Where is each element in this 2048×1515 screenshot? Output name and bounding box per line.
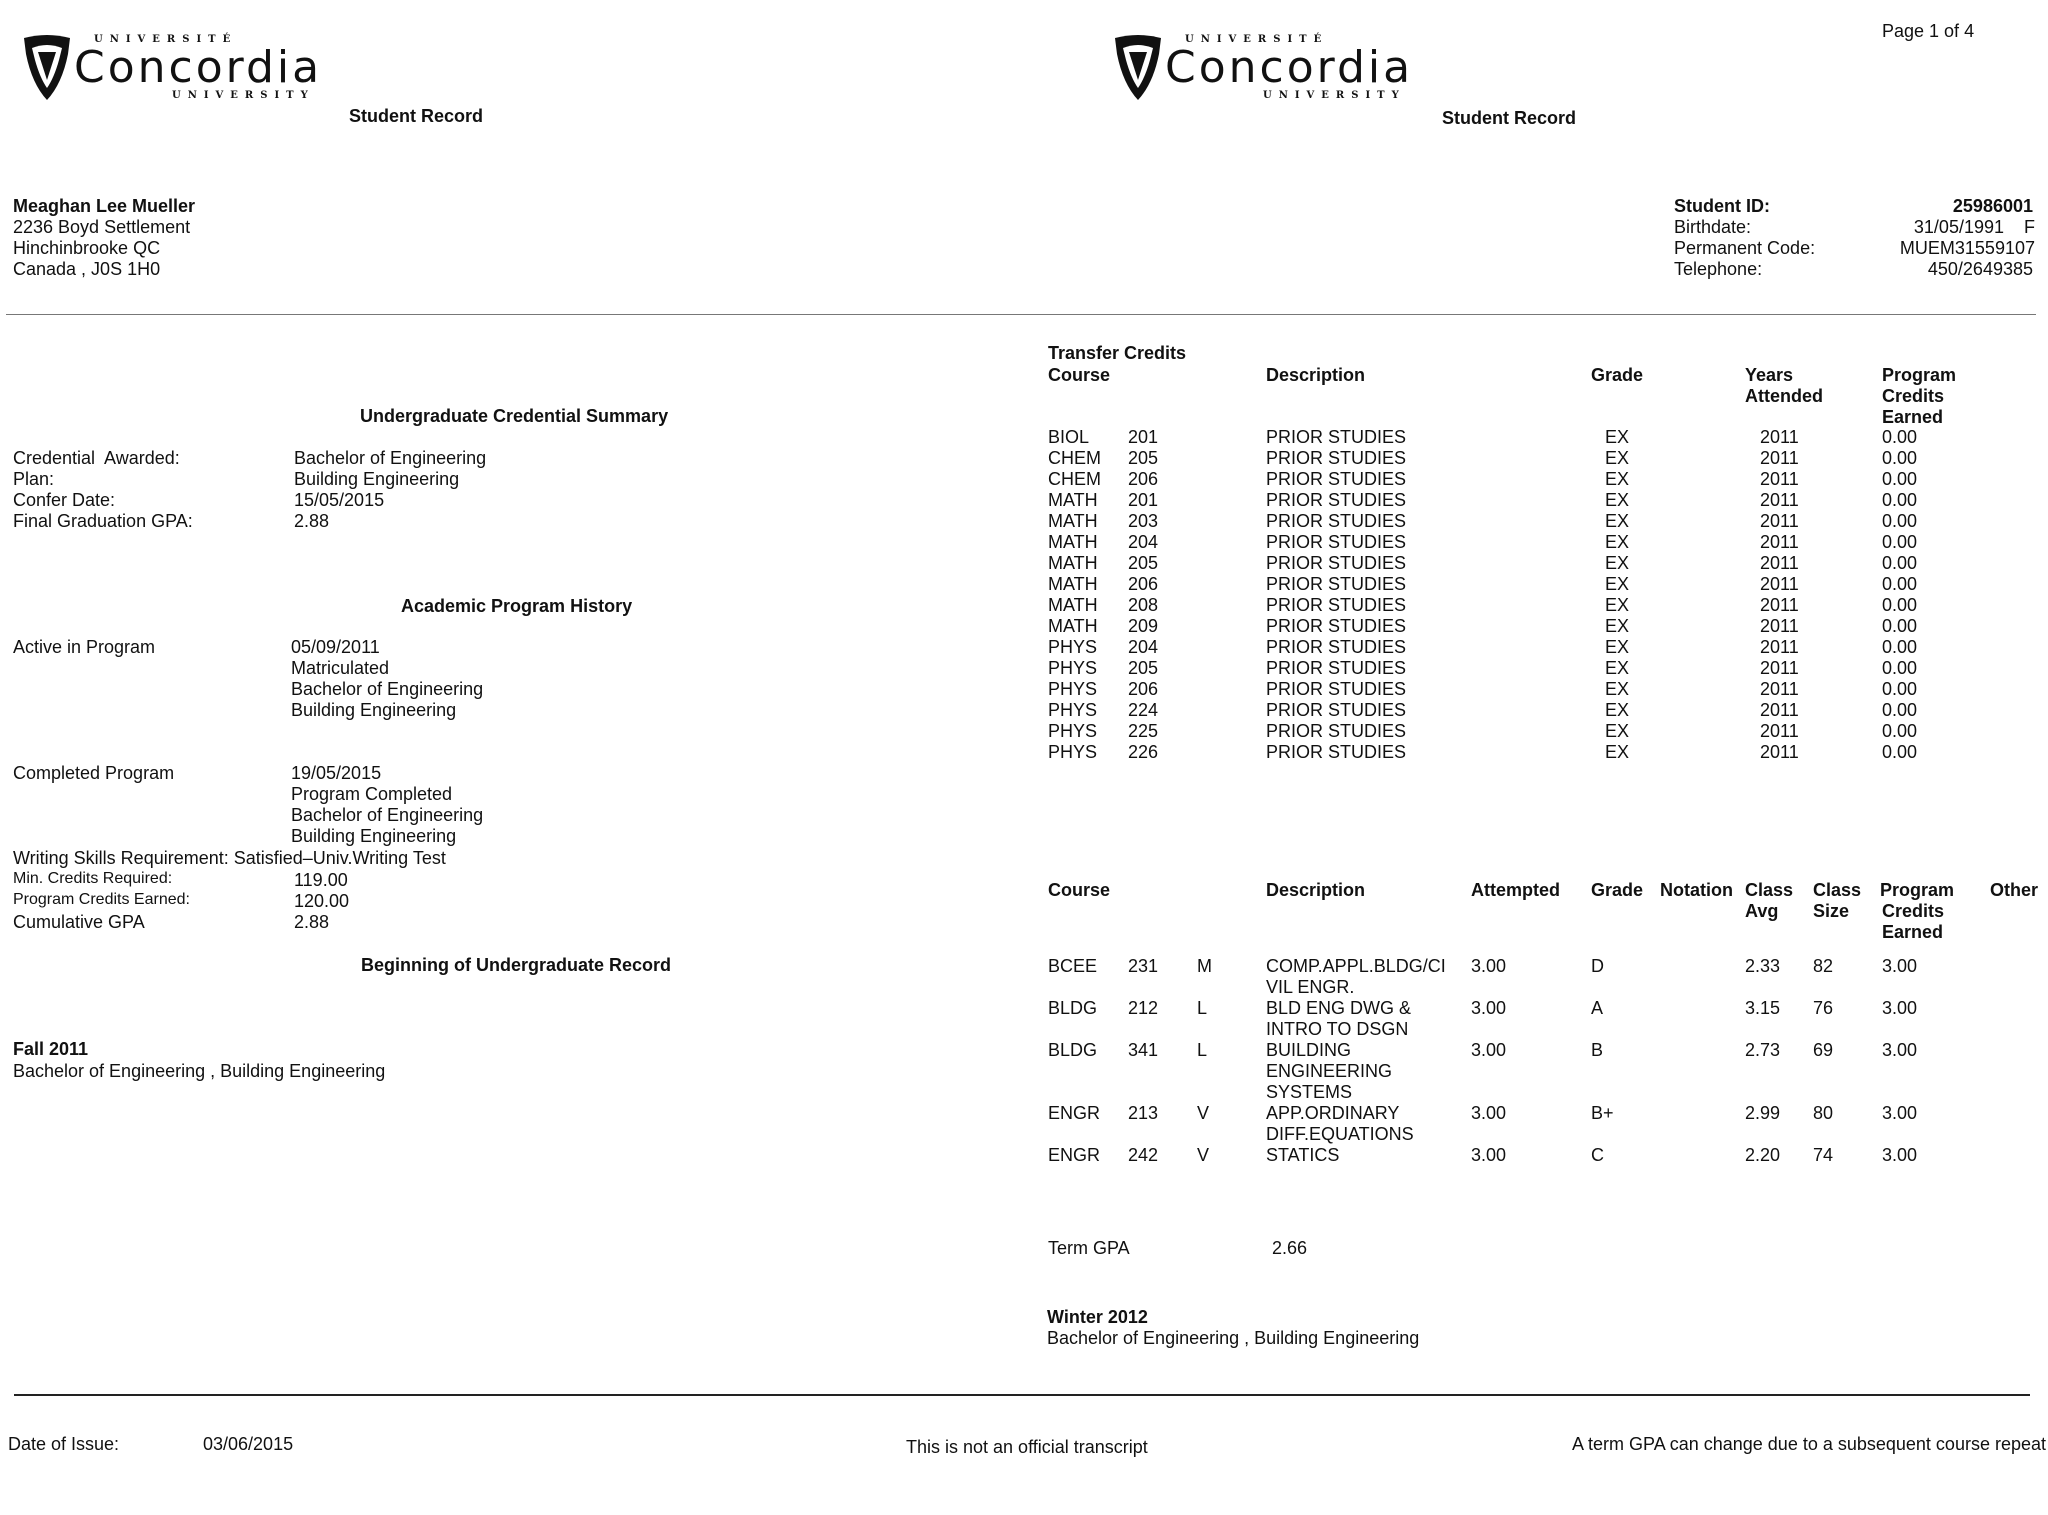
course-section: M (1197, 956, 1212, 976)
credits-earned: 0.00 (1882, 595, 1918, 615)
address-line: 2236 Boyd Settlement (13, 217, 191, 237)
gpa-note: A term GPA can change due to a subsequent course repeat (1572, 1434, 2046, 1454)
years-attended: 2011 (1760, 469, 1799, 489)
course-description: PRIOR STUDIES (1266, 469, 1407, 489)
col-header-other: Other (1990, 880, 2039, 900)
class-size: 76 (1813, 998, 1834, 1018)
course-grade: EX (1605, 574, 1630, 594)
credits-earned: 0.00 (1882, 616, 1918, 636)
course-description: PRIOR STUDIES (1266, 532, 1407, 552)
history-line: Bachelor of Engineering (291, 805, 484, 825)
course-number: 231 (1128, 956, 1159, 976)
student-id-value: 25986001 (1952, 196, 2033, 216)
course-number: 204 (1128, 532, 1159, 552)
course-grade: EX (1605, 721, 1630, 741)
course-subject: MATH (1048, 490, 1098, 510)
years-attended: 2011 (1760, 721, 1799, 741)
section-heading: Beginning of Undergraduate Record (361, 955, 672, 975)
course-subject: MATH (1048, 511, 1098, 531)
course-subject: BIOL (1048, 427, 1090, 447)
course-subject: MATH (1048, 616, 1098, 636)
credits-earned: 3.00 (1882, 956, 1918, 976)
credits-earned: 0.00 (1882, 448, 1918, 468)
course-description: PRIOR STUDIES (1266, 574, 1407, 594)
course-description: PRIOR STUDIES (1266, 742, 1407, 762)
credits-earned: 0.00 (1882, 532, 1918, 552)
credits-earned: 0.00 (1882, 553, 1918, 573)
years-attended: 2011 (1760, 700, 1799, 720)
course-number: 205 (1128, 658, 1159, 678)
years-attended: 2011 (1760, 574, 1799, 594)
course-description: INTRO TO DSGN (1266, 1019, 1409, 1039)
course-number: 242 (1128, 1145, 1159, 1165)
term-gpa-label: Term GPA (1048, 1238, 1130, 1258)
course-number: 212 (1128, 998, 1159, 1018)
col-header-class-size: Size (1813, 901, 1850, 921)
course-number: 208 (1128, 595, 1159, 615)
course-number: 206 (1128, 469, 1159, 489)
course-grade: B (1591, 1040, 1604, 1060)
course-description: COMP.APPL.BLDG/CI (1266, 956, 1446, 976)
class-size: 74 (1813, 1145, 1834, 1165)
course-description: PRIOR STUDIES (1266, 616, 1407, 636)
course-number: 205 (1128, 553, 1159, 573)
page-title-left: Student Record (349, 106, 484, 126)
term-gpa-value: 2.66 (1272, 1238, 1308, 1258)
class-average: 2.73 (1745, 1040, 1781, 1060)
course-grade: EX (1605, 658, 1630, 678)
term-title: Winter 2012 (1047, 1307, 1148, 1327)
course-subject: PHYS (1048, 637, 1098, 657)
course-subject: MATH (1048, 553, 1098, 573)
credits-earned: 3.00 (1882, 998, 1918, 1018)
course-grade: EX (1605, 469, 1630, 489)
course-description: PRIOR STUDIES (1266, 490, 1407, 510)
col-header-class-avg: Class (1745, 880, 1794, 900)
field-label: Credential Awarded: (13, 448, 180, 468)
course-number: 205 (1128, 448, 1159, 468)
stat-value: 119.00 (294, 870, 348, 890)
credits-earned: 0.00 (1882, 469, 1918, 489)
col-header-course: Course (1048, 880, 1111, 900)
col-header-years: Years (1745, 365, 1794, 385)
history-line: Program Completed (291, 784, 453, 804)
course-description: STATICS (1266, 1145, 1340, 1165)
course-grade: C (1591, 1145, 1604, 1165)
field-value: 15/05/2015 (294, 490, 385, 510)
course-section: V (1197, 1145, 1210, 1165)
credits-earned: 0.00 (1882, 637, 1918, 657)
course-description: PRIOR STUDIES (1266, 511, 1407, 531)
credits-attempted: 3.00 (1471, 998, 1507, 1018)
stat-label: Program Credits Earned: (13, 891, 190, 908)
col-header-class-avg: Avg (1745, 901, 1779, 921)
col-header-course: Course (1048, 365, 1111, 385)
years-attended: 2011 (1760, 637, 1799, 657)
stat-value: 2.88 (294, 912, 330, 932)
field-label: Confer Date: (13, 490, 116, 510)
course-section: L (1197, 998, 1208, 1018)
class-size: 82 (1813, 956, 1834, 976)
course-description: VIL ENGR. (1266, 977, 1355, 997)
history-line: 05/09/2011 (291, 637, 380, 657)
history-line: Matriculated (291, 658, 390, 678)
course-grade: EX (1605, 511, 1630, 531)
col-header-credits: Credits (1882, 901, 1945, 921)
credits-earned: 0.00 (1882, 721, 1918, 741)
course-description: PRIOR STUDIES (1266, 658, 1407, 678)
field-value: Bachelor of Engineering (294, 448, 487, 468)
years-attended: 2011 (1760, 511, 1799, 531)
student-name: Meaghan Lee Mueller (13, 196, 196, 216)
course-description: PRIOR STUDIES (1266, 427, 1407, 447)
course-description: PRIOR STUDIES (1266, 700, 1407, 720)
course-grade: EX (1605, 616, 1630, 636)
class-average: 2.99 (1745, 1103, 1781, 1123)
course-grade: D (1591, 956, 1604, 976)
credits-earned: 0.00 (1882, 679, 1918, 699)
course-number: 206 (1128, 679, 1159, 699)
credits-earned: 3.00 (1882, 1040, 1918, 1060)
address-line: Hinchinbrooke QC (13, 238, 161, 258)
course-subject: PHYS (1048, 658, 1098, 678)
years-attended: 2011 (1760, 490, 1799, 510)
course-section: L (1197, 1040, 1208, 1060)
birthdate-value: 31/05/1991 F (1913, 217, 2035, 237)
years-attended: 2011 (1760, 595, 1799, 615)
years-attended: 2011 (1760, 553, 1799, 573)
history-label: Completed Program (13, 763, 175, 783)
date-of-issue-label: Date of Issue: (8, 1434, 120, 1454)
col-header-grade: Grade (1591, 880, 1644, 900)
stat-label: Cumulative GPA (13, 912, 145, 932)
years-attended: 2011 (1760, 679, 1799, 699)
course-grade: EX (1605, 553, 1630, 573)
history-line: Building Engineering (291, 826, 457, 846)
course-grade: EX (1605, 490, 1630, 510)
credits-earned: 0.00 (1882, 574, 1918, 594)
field-label: Final Graduation GPA: (13, 511, 193, 531)
telephone-value: 450/2649385 (1927, 259, 2033, 279)
credits-earned: 0.00 (1882, 490, 1918, 510)
years-attended: 2011 (1760, 742, 1799, 762)
course-description: BLD ENG DWG & (1266, 998, 1412, 1018)
history-label: Active in Program (13, 637, 156, 657)
col-header-notation: Notation (1660, 880, 1733, 900)
course-subject: PHYS (1048, 700, 1098, 720)
credits-attempted: 3.00 (1471, 956, 1507, 976)
credits-attempted: 3.00 (1471, 1040, 1507, 1060)
years-attended: 2011 (1760, 427, 1799, 447)
permanent-code-label: Permanent Code: (1674, 238, 1816, 258)
course-section: V (1197, 1103, 1210, 1123)
class-average: 2.33 (1745, 956, 1781, 976)
course-number: 201 (1128, 490, 1159, 510)
course-subject: PHYS (1048, 721, 1098, 741)
field-value: 2.88 (294, 511, 330, 531)
history-line: Building Engineering (291, 700, 457, 720)
years-attended: 2011 (1760, 532, 1799, 552)
section-heading: Undergraduate Credential Summary (360, 406, 669, 426)
term-program: Bachelor of Engineering , Building Engineering (13, 1061, 386, 1081)
course-grade: EX (1605, 427, 1630, 447)
divider (6, 314, 2036, 315)
course-grade: A (1591, 998, 1604, 1018)
course-number: 226 (1128, 742, 1159, 762)
field-value: Building Engineering (294, 469, 460, 489)
class-size: 69 (1813, 1040, 1834, 1060)
writing-skills: Writing Skills Requirement: Satisfied–Univ.Writing Test (13, 848, 446, 868)
not-official-notice: This is not an official transcript (906, 1437, 1148, 1457)
shield-icon (1113, 34, 1163, 102)
course-subject: CHEM (1048, 469, 1101, 489)
course-description: APP.ORDINARY (1266, 1103, 1400, 1123)
course-grade: EX (1605, 448, 1630, 468)
course-number: 206 (1128, 574, 1159, 594)
credits-earned: 0.00 (1882, 742, 1918, 762)
course-grade: EX (1605, 595, 1630, 615)
class-average: 2.20 (1745, 1145, 1781, 1165)
course-subject: ENGR (1048, 1103, 1101, 1123)
field-label: Plan: (13, 469, 55, 489)
course-grade: EX (1605, 700, 1630, 720)
course-description: PRIOR STUDIES (1266, 721, 1407, 741)
section-heading: Academic Program History (401, 596, 633, 616)
col-header-description: Description (1266, 365, 1366, 385)
student-id-label: Student ID: (1674, 196, 1770, 216)
course-subject: ENGR (1048, 1145, 1101, 1165)
col-header-class-size: Class (1813, 880, 1862, 900)
credits-earned: 0.00 (1882, 658, 1918, 678)
course-subject: CHEM (1048, 448, 1101, 468)
col-header-description: Description (1266, 880, 1366, 900)
telephone-label: Telephone: (1674, 259, 1763, 279)
class-average: 3.15 (1745, 998, 1781, 1018)
course-grade: EX (1605, 742, 1630, 762)
course-number: 224 (1128, 700, 1159, 720)
col-header-program: Program (1880, 880, 1955, 900)
course-description: DIFF.EQUATIONS (1266, 1124, 1414, 1144)
course-description: ENGINEERING (1266, 1061, 1393, 1081)
course-grade: EX (1605, 679, 1630, 699)
course-number: 209 (1128, 616, 1159, 636)
col-header-attended: Attended (1745, 386, 1823, 406)
shield-icon (22, 34, 72, 102)
permanent-code-value: MUEM31559107 (1899, 238, 2035, 258)
history-line: 19/05/2015 (291, 763, 382, 783)
concordia-logo-right: UNIVERSITÉ Concordia UNIVERSITY (1113, 34, 1383, 104)
credits-earned: 0.00 (1882, 427, 1918, 447)
term-title: Fall 2011 (13, 1039, 89, 1059)
date-of-issue-value: 03/06/2015 (203, 1434, 294, 1454)
credits-attempted: 3.00 (1471, 1103, 1507, 1123)
col-header-attempted: Attempted (1471, 880, 1560, 900)
course-subject: MATH (1048, 532, 1098, 552)
credits-earned: 0.00 (1882, 511, 1918, 531)
stat-value: 120.00 (294, 891, 350, 911)
credits-earned: 3.00 (1882, 1145, 1918, 1165)
course-subject: MATH (1048, 595, 1098, 615)
col-header-credits: Credits (1882, 386, 1945, 406)
course-number: 201 (1128, 427, 1159, 447)
course-description: BUILDING (1266, 1040, 1352, 1060)
concordia-logo-left: UNIVERSITÉ Concordia UNIVERSITY (22, 34, 292, 104)
course-number: 203 (1128, 511, 1159, 531)
birthdate-label: Birthdate: (1674, 217, 1752, 237)
col-header-earned: Earned (1882, 922, 1944, 942)
course-description: PRIOR STUDIES (1266, 448, 1407, 468)
course-grade: EX (1605, 637, 1630, 657)
page-title-right: Student Record (1442, 108, 1577, 128)
course-description: SYSTEMS (1266, 1082, 1353, 1102)
course-subject: BCEE (1048, 956, 1098, 976)
footer-divider (14, 1394, 2030, 1396)
course-number: 213 (1128, 1103, 1159, 1123)
history-line: Bachelor of Engineering (291, 679, 484, 699)
course-number: 225 (1128, 721, 1159, 741)
stat-label: Min. Credits Required: (13, 870, 173, 887)
course-grade: EX (1605, 532, 1630, 552)
course-subject: PHYS (1048, 742, 1098, 762)
credits-attempted: 3.00 (1471, 1145, 1507, 1165)
course-description: PRIOR STUDIES (1266, 553, 1407, 573)
course-number: 341 (1128, 1040, 1159, 1060)
credits-earned: 3.00 (1882, 1103, 1918, 1123)
course-subject: PHYS (1048, 679, 1098, 699)
class-size: 80 (1813, 1103, 1834, 1123)
years-attended: 2011 (1760, 448, 1799, 468)
col-header-earned: Earned (1882, 407, 1944, 427)
credits-earned: 0.00 (1882, 700, 1918, 720)
term-program: Bachelor of Engineering , Building Engineering (1047, 1328, 1420, 1348)
course-number: 204 (1128, 637, 1159, 657)
course-description: PRIOR STUDIES (1266, 595, 1407, 615)
years-attended: 2011 (1760, 616, 1799, 636)
page-number: Page 1 of 4 (1882, 21, 1975, 41)
course-grade: B+ (1591, 1103, 1614, 1123)
course-description: PRIOR STUDIES (1266, 679, 1407, 699)
col-header-program: Program (1882, 365, 1957, 385)
course-subject: MATH (1048, 574, 1098, 594)
course-description: PRIOR STUDIES (1266, 637, 1407, 657)
years-attended: 2011 (1760, 658, 1799, 678)
course-subject: BLDG (1048, 998, 1098, 1018)
address-line: Canada , J0S 1H0 (13, 259, 161, 279)
col-header-grade: Grade (1591, 365, 1644, 385)
course-subject: BLDG (1048, 1040, 1098, 1060)
transfer-credits-title: Transfer Credits (1048, 343, 1187, 363)
